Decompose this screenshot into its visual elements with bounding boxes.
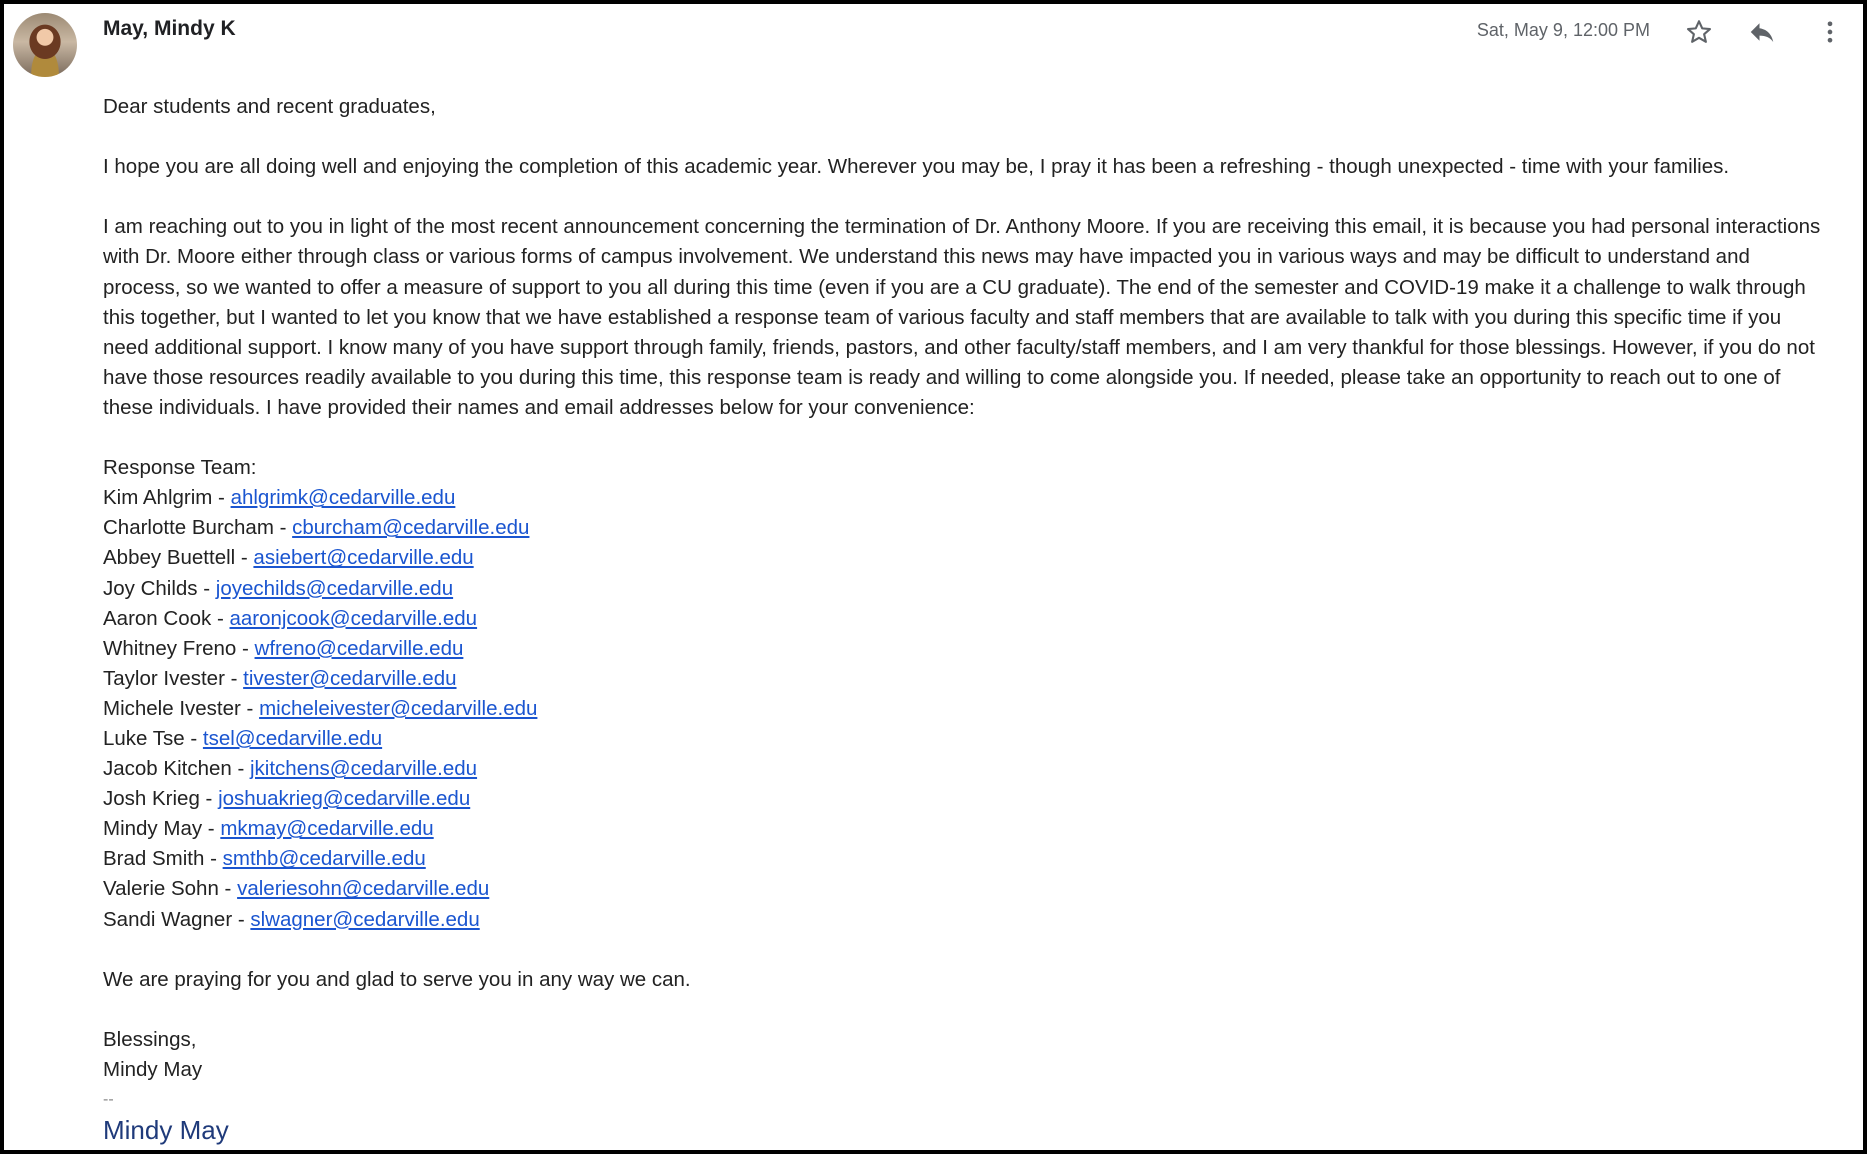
contact-email-link[interactable]: joshuakrieg@cedarville.edu [218,787,471,811]
signature-name: Mindy May [103,1115,229,1146]
contact-email-link[interactable]: asiebert@cedarville.edu [253,546,474,570]
contact-name: Michele Ivester - [103,696,260,720]
sign-off: Blessings, [103,1027,197,1051]
closing-line: We are praying for you and glad to serve you in any way we can. [103,967,691,991]
team-heading: Response Team: [103,456,257,480]
contact-email-link[interactable]: mkmay@cedarville.edu [220,817,434,841]
contact-row [103,874,1853,904]
star-icon [1685,18,1713,46]
contact-name: Jacob Kitchen - [103,757,250,781]
message-date: Sat, May 9, 12:00 PM [1476,20,1650,40]
contact-email-link[interactable]: slwagner@cedarville.edu [250,907,480,931]
email-body [103,92,1853,1147]
paragraph-2-line: process, so we wanted to offer a measure of support to you all during this time (even if you are a CU graduate). The end of the semester and COVID-19 make it a challenge to walk through [103,275,1806,299]
contact-row [103,724,1853,754]
paragraph-2-line: need additional support. I know many of you have support through family, friends, pastors, and other faculty/staff members, and I am very thankful for those blessings. However, if you do not [103,335,1815,359]
contact-email-link[interactable]: tivester@cedarville.edu [243,666,457,690]
contact-row [103,784,1853,814]
star-button[interactable] [1681,14,1717,50]
more-vert-icon [1816,18,1844,46]
paragraph-2-line: have those resources readily available to you during this time, this response team is ready and willing to come alongside you. If needed, please take an opportunity to reach out to one of [103,365,1781,389]
contact-row [103,604,1853,634]
more-options-button[interactable] [1812,14,1848,50]
greeting: Dear students and recent graduates, [103,95,436,118]
contact-email-link[interactable]: aaronjcook@cedarville.edu [229,606,478,630]
contact-name: Valerie Sohn - [103,877,238,901]
contact-email-link[interactable]: joyechilds@cedarville.edu [215,576,454,600]
contact-email-link[interactable]: cburcham@cedarville.edu [292,516,530,540]
team-list [103,483,1853,934]
paragraph-2-line: this together, but I wanted to let you know that we have established a response team of various faculty and staff members that are available to talk with you during this specific time if you [103,305,1782,329]
contact-row [103,754,1853,784]
contact-email-link[interactable]: micheleivester@cedarville.edu [259,696,538,720]
paragraph-2-line: with Dr. Moore either through class or various forms of campus involvement. We understand this news may have impacted you in various ways and may be difficult to understand and [103,245,1750,269]
contact-name: Mindy May - [103,817,221,841]
sender-avatar[interactable] [13,13,77,77]
contact-name: Josh Krieg - [103,787,219,811]
paragraph-2-line: these individuals. I have provided their names and email addresses below for your convenience: [103,395,975,419]
contact-email-link[interactable]: jkitchens@cedarville.edu [250,757,478,781]
contact-row [103,513,1853,543]
contact-email-link[interactable]: ahlgrimk@cedarville.edu [230,486,456,510]
contact-row [103,844,1853,874]
contact-name: Aaron Cook - [103,606,230,630]
contact-row [103,905,1853,935]
paragraph-2-line: I am reaching out to you in light of the most recent announcement concerning the termination of Dr. Anthony Moore. If you are receiving this email, it is because you had personal interactions [103,215,1821,239]
email-message [4,4,1863,1150]
reply-icon [1747,17,1777,47]
contact-email-link[interactable]: wfreno@cedarville.edu [254,636,464,660]
contact-name: Whitney Freno - [103,636,255,660]
contact-name: Joy Childs - [103,576,216,600]
contact-email-link[interactable]: valeriesohn@cedarville.edu [237,877,490,901]
contact-row [103,814,1853,844]
contact-row [103,574,1853,604]
contact-name: Kim Ahlgrim - [103,486,231,510]
contact-email-link[interactable]: tsel@cedarville.edu [202,726,383,750]
signature-separator: -- [103,1091,114,1109]
contact-name: Charlotte Burcham - [103,516,293,540]
contact-name: Brad Smith - [103,847,223,871]
sign-name: Mindy May [103,1058,203,1081]
contact-name: Luke Tse - [103,726,203,750]
sender-name[interactable]: May, Mindy K [103,17,236,40]
contact-name: Abbey Buettell - [103,546,254,570]
contact-email-link[interactable]: smthb@cedarville.edu [222,847,426,871]
contact-row [103,543,1853,573]
contact-row [103,483,1853,513]
contact-name: Taylor Ivester - [103,666,244,690]
reply-button[interactable] [1744,14,1780,50]
contact-row [103,664,1853,694]
contact-row [103,694,1853,724]
paragraph-1: I hope you are all doing well and enjoying the completion of this academic year. Wherever you may be, I pray it has been a refreshing - though unexpected - time with your families. [103,155,1730,179]
contact-name: Sandi Wagner - [103,907,251,931]
contact-row [103,634,1853,664]
